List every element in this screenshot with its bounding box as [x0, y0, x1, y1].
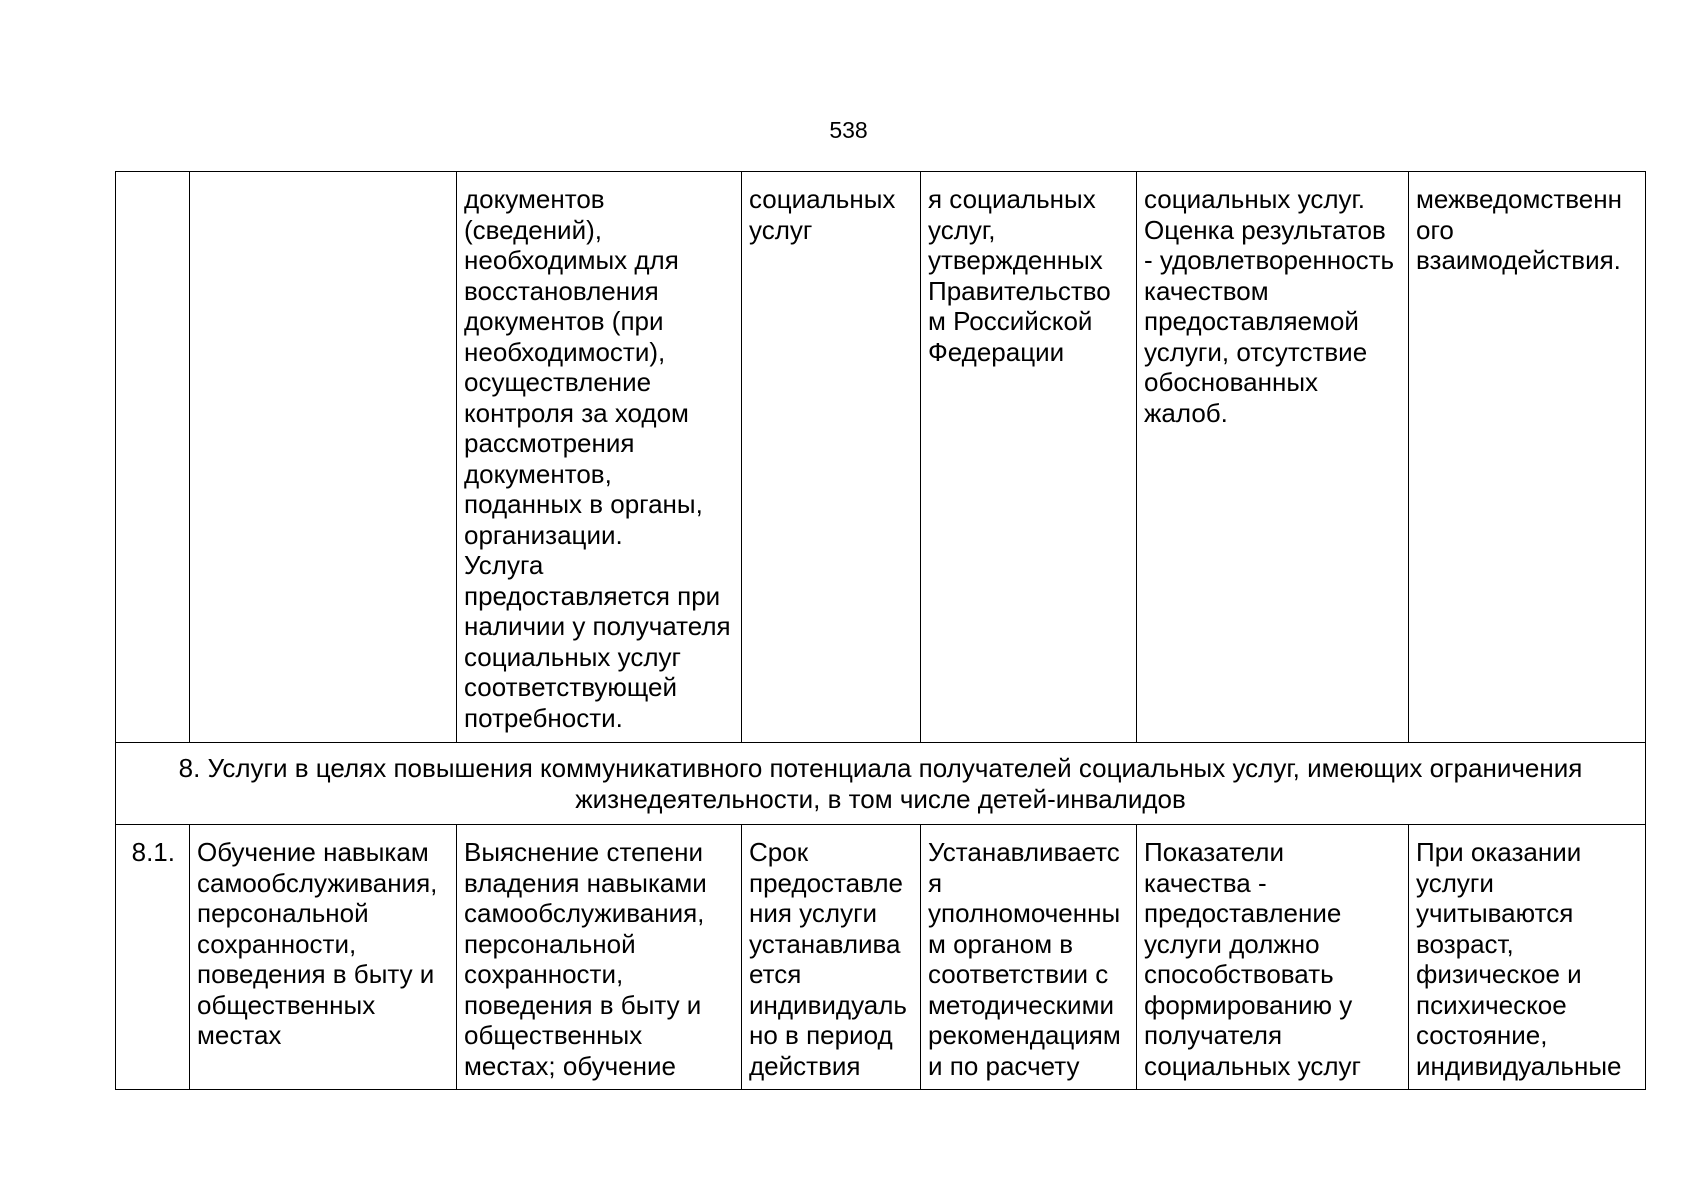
service-quality-cell: социальных услуг. Оценка результатов - удовлетворенность качеством предоставляемой услуги, отсутствие обоснованных жалоб. — [1137, 172, 1409, 743]
table-row — [116, 172, 1646, 743]
service-conditions-cell: При оказании услуги учитываются возраст, физическое и психическое состояние, индивидуальные — [1409, 825, 1646, 1090]
row-number-cell: 8.1. — [116, 825, 190, 1090]
row-number-cell — [116, 172, 190, 743]
section-title: 8. Услуги в целях повышения коммуникативного потенциала получателей социальных услуг, имеющих ограничения жизнедеятельности, в том числе детей-инвалидов — [116, 743, 1646, 825]
service-term-cell: Срок предоставле ния услуги устанавлива ется индивидуаль но в период действия — [742, 825, 921, 1090]
service-term-cell: социальных услуг — [742, 172, 921, 743]
service-conditions-cell: межведомственн ого взаимодействия. — [1409, 172, 1646, 743]
service-name-cell: Обучение навыкам самообслуживания, персональной сохранности, поведения в быту и общественных местах — [190, 825, 457, 1090]
service-description-cell: документов (сведений), необходимых для восстановления документов (при необходимости), осуществление контроля за ходом рассмотрения документов, поданных в органы, организации. Услуга предоставляется при наличии у получателя социальных услуг соответствующей потребности. — [457, 172, 742, 743]
page-number: 538 — [829, 117, 868, 143]
service-description-cell: Выяснение степени владения навыками самообслуживания, персональной сохранности, поведения в быту и общественных местах; обучение — [457, 825, 742, 1090]
table-row — [116, 825, 1646, 1090]
service-tariff-cell: я социальных услуг, утвержденных Правительство м Российской Федерации — [921, 172, 1137, 743]
section-heading-row — [116, 743, 1646, 825]
service-tariff-cell: Устанавливаетс я уполномоченны м органом в соответствии с методическими рекомендациям и по расчету — [921, 825, 1137, 1090]
services-table — [115, 171, 1646, 1090]
service-name-cell — [190, 172, 457, 743]
service-quality-cell: Показатели качества - предоставление услуги должно способствовать формированию у получателя социальных услуг — [1137, 825, 1409, 1090]
